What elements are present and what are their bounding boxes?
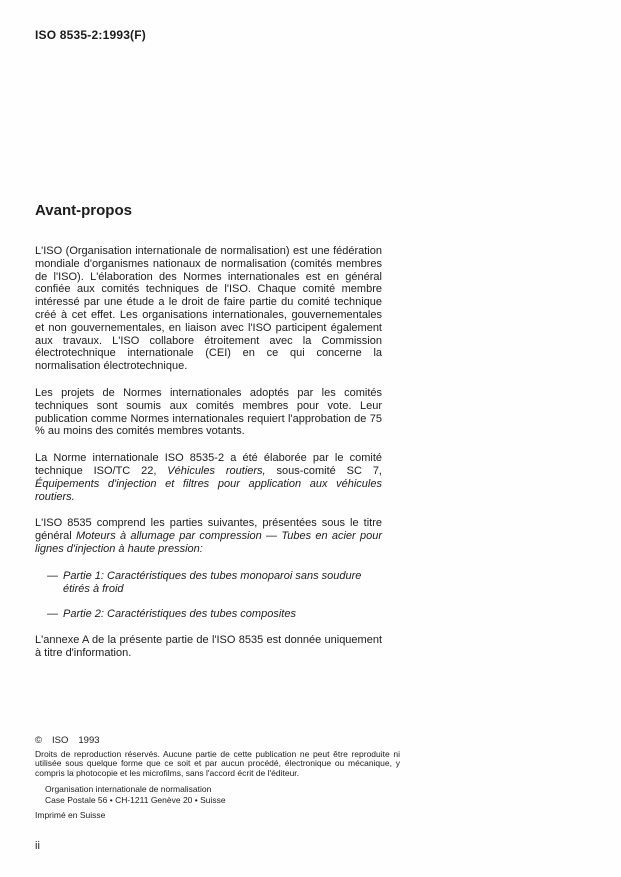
paragraph-subcommittee-text: sous-comité SC 7, [265, 464, 382, 477]
parts-intro-text: L'ISO 8535 comprend les parties suivantes, présentées sous le titre général [35, 517, 382, 543]
paragraph-committee-text: La Norme internationale ISO 8535-2 a été élaborée par le comité technique ISO/TC 22, [35, 452, 382, 477]
paragraph-committee [35, 452, 382, 503]
copyright-line [35, 736, 400, 746]
section-title-avant-propos: Avant-propos [35, 202, 132, 219]
copyright-year: 1993 [78, 735, 100, 746]
copyright-footer [35, 736, 400, 820]
printed-in-notice: Imprimé en Suisse [35, 809, 106, 820]
part1-text: Partie 1: Caractéristiques des tubes monoparoi sans soudure étirés à froid [63, 569, 362, 595]
publisher-name: Organisation internationale de normalisation [45, 784, 212, 795]
copyright-symbol: © [35, 735, 42, 746]
document-reference-header: ISO 8535-2:1993(F) [35, 28, 146, 42]
paragraph-voting-procedure: Les projets de Normes internationales adoptés par les comités techniques sont soumis aux comités membres pour vote. Leur publication comme Normes internationales requiert l'approbation de 75 % au moins des comités membres votants. [35, 386, 382, 438]
foreword-section [35, 202, 382, 674]
part2-text: Partie 2: Caractéristiques des tubes composites [63, 608, 296, 621]
copyright-org: ISO [52, 735, 69, 746]
publisher-address: Case Postale 56 • CH-1211 Genève 20 • Suisse [45, 794, 226, 805]
paragraph-iso-description: L'ISO (Organisation internationale de normalisation) est une fédération mondiale d'organismes nationaux de normalisation (comités membres de l'ISO). L'élaboration des Normes internationales est en général confiée aux comités techniques de l'ISO. Chaque comité membre intéressé par une étude a le droit de faire partie du comité technique créé à cet effet. Les organisations internationales, gouvernementales et non gouvernementales, en liaison avec l'ISO participent également aux travaux. L'ISO collabore étroitement avec la Commission électrotechnique internationale (CEI) en ce qui concerne la normalisation électrotechnique. [35, 245, 382, 373]
paragraph-annex-note: L'annexe A de la présente partie de l'ISO 8535 est donnée uniquement à titre d'information. [35, 634, 382, 659]
dash-icon: — [47, 608, 58, 621]
list-item-part1 [35, 570, 382, 596]
rights-notice: Droits de reproduction réservés. Aucune partie de cette publication ne peut être reproduite ni utilisée sous quelque forme que ce soit et par aucun procédé, électronique ou mécanique, y compris la photocopie et les microfilms, sans l'accord écrit de l'éditeur. [35, 748, 400, 778]
list-item-part2 [35, 608, 382, 621]
page-number: ii [35, 840, 40, 852]
subcommittee-subject-italic: Équipements d'injection et filtres pour application aux véhicules routiers. [35, 477, 382, 503]
publisher-block [35, 785, 400, 805]
committee-subject-italic: Véhicules routiers, [167, 464, 266, 477]
paragraph-parts-intro [35, 517, 382, 555]
general-title-italic: Moteurs à allumage par compression — Tubes en acier pour lignes d'injection à haute pression: [35, 530, 382, 555]
dash-icon: — [47, 569, 58, 582]
